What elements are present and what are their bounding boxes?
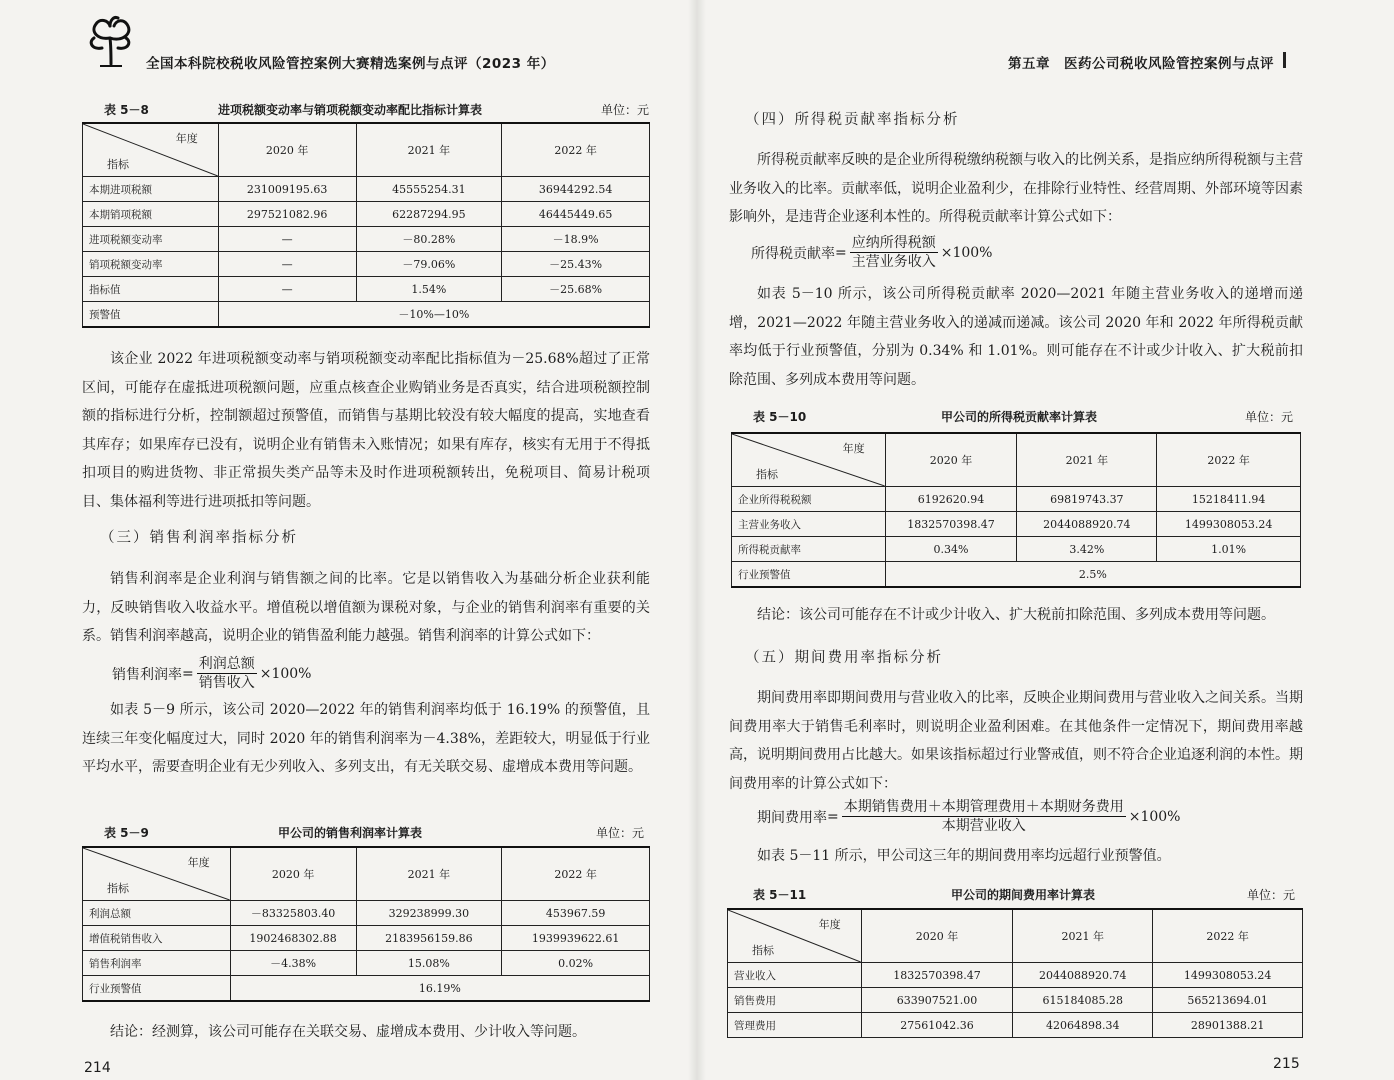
table-5-8-title: 进项税额变动率与销项税额变动率配比指标计算表 xyxy=(218,103,483,117)
paragraph: 所得税贡献率反映的是企业所得税缴纳税额与收入的比例关系，是指应纳所得税额与主营业务收入的比率。贡献率低，说明企业盈利少，在排除行业特性、经营周期、外部环境等因素影响外，是违背企业逐利本性的。所得税贡献率计算公式如下： xyxy=(729,152,1303,225)
table-row: 营业收入 1832570398.47 2044088920.74 1499308053.24 xyxy=(728,963,1303,988)
paragraph: 如表 5－10 所示，该公司所得税贡献率 2020—2021 年随主营业务收入的递增而递增，2021—2022 年随主营业务收入的递减而递减。该公司 2020 年和 2022 年所得税贡献率均低于行业预警值，分别为 0.34% 和 1.01%。则可能存在不计或少计收入、扩大税前扣除范围、多列成本费用等问题。 xyxy=(729,286,1303,388)
table-row: 企业所得税税额 6192620.94 69819743.37 15218411.94 xyxy=(732,487,1301,512)
year-header: 2021 年 xyxy=(1017,433,1157,487)
paragraph: 期间费用率即期间费用与营业收入的比率，反映企业期间费用与营业收入之间关系。当期间费用率大于销售毛利率时，则说明企业盈利困难。在其他条件一定情况下，期间费用率越高，说明期间费用占比越大。如果该指标超过行业警戒值，则不符合企业追逐利润的本性。期间费用率的计算公式如下： xyxy=(729,690,1303,792)
table-5-9 xyxy=(82,846,650,1002)
table-header-corner: 年度 指标 xyxy=(728,909,862,963)
table-row: 进项税额变动率 — －80.28% －18.9% xyxy=(83,227,650,252)
year-header: 2020 年 xyxy=(885,433,1017,487)
paragraph: 如表 5－9 所示，该公司 2020—2022 年的销售利润率均低于 16.19% 的预警值，且连续三年变化幅度过大，同时 2020 年的销售利润率为－4.38%，差距较大，明显低于行业平均水平，需要查明企业有无少列收入、多列支出，有无关联交易、虚增成本费用等问题。 xyxy=(82,702,650,775)
table-5-10-unit: 单位：元 xyxy=(1245,410,1294,424)
running-title-right: 第五章 医药公司税收风险管控案例与点评 xyxy=(1008,56,1274,72)
page-number: 214 xyxy=(84,1060,111,1076)
tree-logo-icon xyxy=(82,14,140,72)
table-5-10-title: 甲公司的所得税贡献率计算表 xyxy=(941,410,1098,424)
year-header: 2020 年 xyxy=(218,123,356,177)
formula-period-expense-rate: 期间费用率 = $\frac{\text{本期销售费用＋本期管理费用＋本期财务费用}}{\text{本期营业收入}}$ ×100% xyxy=(757,799,1181,834)
conclusion: 结论：经测算，该公司可能存在关联交易、虚增成本费用、少计收入等问题。 xyxy=(110,1024,586,1040)
table-5-10 xyxy=(731,432,1301,588)
section-heading-5: （五）期间费用率指标分析 xyxy=(745,650,943,666)
right-page xyxy=(697,0,1394,1080)
table-5-11 xyxy=(727,908,1303,1038)
table-row: 所得税贡献率 0.34% 3.42% 1.01% xyxy=(732,537,1301,562)
table-row-warning: 预警值 －10%—10% xyxy=(83,302,650,328)
table-row-warning: 行业预警值 16.19% xyxy=(83,976,650,1002)
table-row: 利润总额 －83325803.40 329238999.30 453967.59 xyxy=(83,901,650,926)
table-row: 本期销项税额 297521082.96 62287294.95 46445449.65 xyxy=(83,202,650,227)
paragraph: 如表 5－11 所示，甲公司这三年的期间费用率均远超行业预警值。 xyxy=(757,848,1171,864)
table-row: 销售利润率 －4.38% 15.08% 0.02% xyxy=(83,951,650,976)
year-header: 2021 年 xyxy=(356,847,502,901)
year-header: 2020 年 xyxy=(230,847,356,901)
table-row: 管理费用 27561042.36 42064898.34 28901388.21 xyxy=(728,1013,1303,1038)
year-header: 2022 年 xyxy=(1153,909,1303,963)
table-5-11-number: 表 5－11 xyxy=(753,888,807,902)
table-row: 销售费用 633907521.00 615184085.28 565213694.01 xyxy=(728,988,1303,1013)
table-5-9-title: 甲公司的销售利润率计算表 xyxy=(278,826,423,840)
table-header-corner: 年度 指标 xyxy=(732,433,886,487)
formula-sales-profit-rate: 销售利润率 = $\frac{\text{利润总额}}{\text{销售收入}}$ ×100% xyxy=(112,656,312,691)
year-header: 2020 年 xyxy=(861,909,1013,963)
table-5-11-title: 甲公司的期间费用率计算表 xyxy=(951,888,1096,902)
table-5-8-number: 表 5－8 xyxy=(104,103,149,117)
section-heading-3: （三）销售利润率指标分析 xyxy=(100,530,298,546)
table-row: 增值税销售收入 1902468302.88 2183956159.86 1939939622.61 xyxy=(83,926,650,951)
table-5-8 xyxy=(82,122,650,328)
year-header: 2021 年 xyxy=(1013,909,1153,963)
year-header: 2022 年 xyxy=(502,847,650,901)
formula-income-tax-contribution: 所得税贡献率 = $\frac{\text{应纳所得税额}}{\text{主营业务收入}}$ ×100% xyxy=(751,235,993,270)
table-5-9-number: 表 5－9 xyxy=(104,826,149,840)
section-heading-4: （四）所得税贡献率指标分析 xyxy=(745,112,960,128)
header-bar xyxy=(1283,52,1286,68)
paragraph: 该企业 2022 年进项税额变动率与销项税额变动率配比指标值为－25.68%超过了正常区间，可能存在虚抵进项税额问题，应重点核查企业购销业务是否真实，结合进项税额控制额的指标进行分析，控制额超过预警值，而销售与基期比较没有较大幅度的提高，实地查看其库存；如果库存已没有，说明企业有销售未入账情况；如果有库存，核实有无用于不得抵扣项目的购进货物、非正常损失类产品等未及时作进项税额转出，免税项目、简易计税项目、集体福利等进行进项抵扣等问题。 xyxy=(82,351,650,510)
table-row: 本期进项税额 231009195.63 45555254.31 36944292.54 xyxy=(83,177,650,202)
table-row: 销项税额变动率 — －79.06% －25.43% xyxy=(83,252,650,277)
table-row-warning: 行业预警值 2.5% xyxy=(732,562,1301,588)
table-header-corner: 年度 指标 xyxy=(83,847,231,901)
year-header: 2021 年 xyxy=(356,123,502,177)
table-row: 主营业务收入 1832570398.47 2044088920.74 1499308053.24 xyxy=(732,512,1301,537)
conclusion: 结论：该公司可能存在不计或少计收入、扩大税前扣除范围、多列成本费用等问题。 xyxy=(757,607,1275,623)
table-header-corner: 年度 指标 xyxy=(83,123,219,177)
running-title-left: 全国本科院校税收风险管控案例大赛精选案例与点评（2023 年） xyxy=(146,56,555,72)
table-row: 指标值 — 1.54% －25.68% xyxy=(83,277,650,302)
year-header: 2022 年 xyxy=(1157,433,1301,487)
table-5-10-number: 表 5－10 xyxy=(753,410,807,424)
year-header: 2022 年 xyxy=(502,123,650,177)
page-number: 215 xyxy=(1273,1056,1300,1072)
table-5-8-unit: 单位：元 xyxy=(601,103,650,117)
table-5-9-unit: 单位：元 xyxy=(596,826,645,840)
table-5-11-unit: 单位：元 xyxy=(1247,888,1296,902)
paragraph: 销售利润率是企业利润与销售额之间的比率。它是以销售收入为基础分析企业获利能力，反映销售收入收益水平。增值税以增值额为课税对象，与企业的销售利润率有重要的关系。销售利润率越高，说明企业的销售盈利能力越强。销售利润率的计算公式如下： xyxy=(82,571,650,644)
